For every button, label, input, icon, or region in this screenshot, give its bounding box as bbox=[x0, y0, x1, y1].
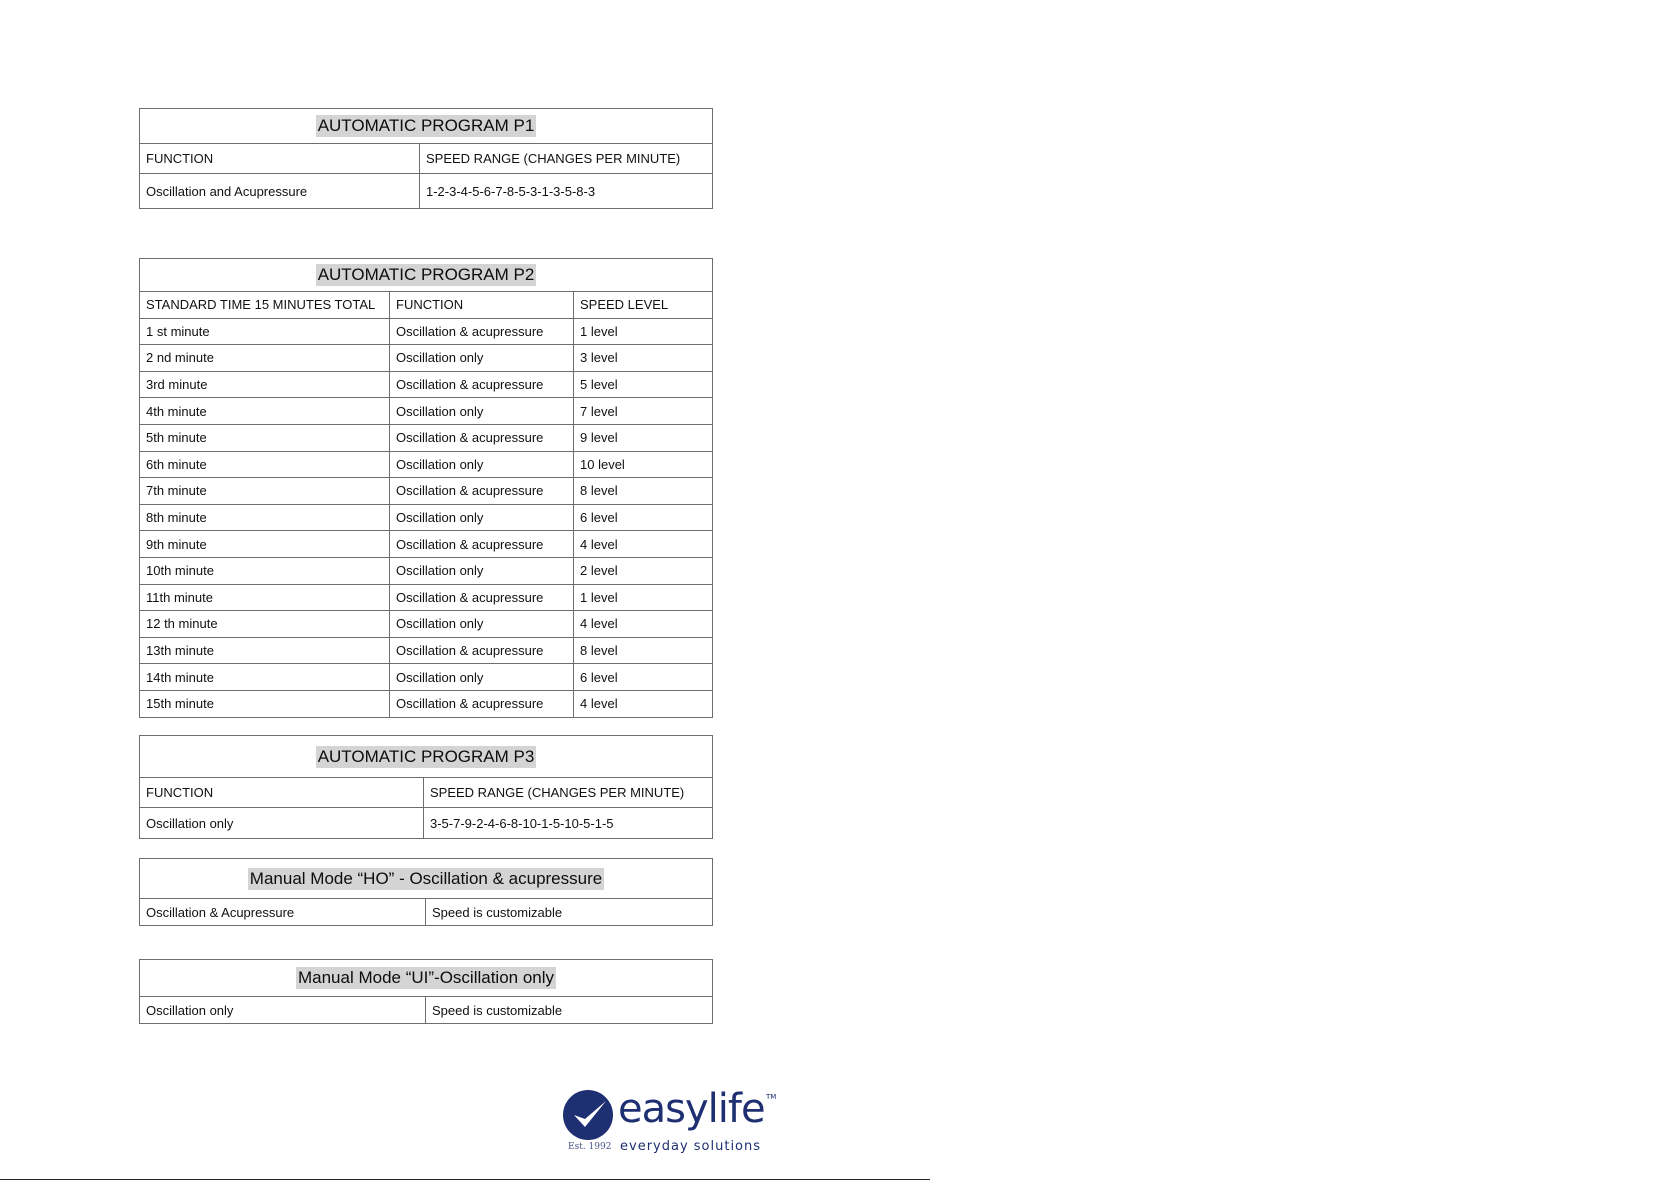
function-cell: Oscillation & acupressure bbox=[390, 637, 574, 664]
speed-range-cell: 3-5-7-9-2-4-6-8-10-1-5-10-5-1-5 bbox=[424, 808, 713, 839]
manual-mode-ho-table bbox=[139, 858, 713, 926]
speed-cell: Speed is customizable bbox=[426, 997, 713, 1024]
logo-tagline: everyday solutions bbox=[620, 1139, 762, 1154]
minute-cell: 12 th minute bbox=[140, 611, 390, 638]
function-cell: Oscillation & acupressure bbox=[390, 371, 574, 398]
function-cell: Oscillation only bbox=[390, 557, 574, 584]
program-p3-title: AUTOMATIC PROGRAM P3 bbox=[317, 746, 535, 766]
minute-cell: 11th minute bbox=[140, 584, 390, 611]
footer-divider bbox=[0, 1179, 930, 1180]
minute-cell: 2 nd minute bbox=[140, 345, 390, 372]
table-row bbox=[140, 371, 713, 398]
program-p2-table bbox=[139, 258, 713, 718]
column-header-function: FUNCTION bbox=[140, 778, 424, 808]
table-row bbox=[140, 899, 713, 926]
column-header-function: FUNCTION bbox=[140, 144, 420, 174]
function-cell: Oscillation & Acupressure bbox=[140, 899, 426, 926]
speed-level-cell: 8 level bbox=[574, 478, 713, 505]
speed-level-cell: 8 level bbox=[574, 637, 713, 664]
table-row bbox=[140, 637, 713, 664]
speed-level-cell: 6 level bbox=[574, 664, 713, 691]
function-cell: Oscillation & acupressure bbox=[390, 531, 574, 558]
speed-level-cell: 7 level bbox=[574, 398, 713, 425]
function-cell: Oscillation only bbox=[140, 997, 426, 1024]
table-row bbox=[140, 318, 713, 345]
speed-level-cell: 4 level bbox=[574, 611, 713, 638]
column-header-standard-time: STANDARD TIME 15 MINUTES TOTAL bbox=[140, 292, 390, 319]
speed-level-cell: 10 level bbox=[574, 451, 713, 478]
column-header-speed-range: SPEED RANGE (CHANGES PER MINUTE) bbox=[424, 778, 713, 808]
easylife-logo bbox=[562, 1086, 782, 1157]
speed-level-cell: 6 level bbox=[574, 504, 713, 531]
table-row bbox=[140, 531, 713, 558]
speed-range-cell: 1-2-3-4-5-6-7-8-5-3-1-3-5-8-3 bbox=[420, 174, 713, 209]
table-row bbox=[140, 504, 713, 531]
function-cell: Oscillation only bbox=[390, 345, 574, 372]
minute-cell: 9th minute bbox=[140, 531, 390, 558]
minute-cell: 7th minute bbox=[140, 478, 390, 505]
checkmark-circle-icon bbox=[562, 1089, 614, 1141]
table-row bbox=[140, 997, 713, 1024]
table-row bbox=[140, 611, 713, 638]
table-row bbox=[140, 451, 713, 478]
speed-level-cell: 4 level bbox=[574, 690, 713, 717]
speed-level-cell: 3 level bbox=[574, 345, 713, 372]
table-row bbox=[140, 345, 713, 372]
function-cell: Oscillation only bbox=[390, 611, 574, 638]
column-header-speed-level: SPEED LEVEL bbox=[574, 292, 713, 319]
minute-cell: 14th minute bbox=[140, 664, 390, 691]
logo-established: Est. 1992 bbox=[568, 1142, 612, 1152]
speed-level-cell: 2 level bbox=[574, 557, 713, 584]
column-header-function: FUNCTION bbox=[390, 292, 574, 319]
speed-level-cell: 4 level bbox=[574, 531, 713, 558]
minute-cell: 1 st minute bbox=[140, 318, 390, 345]
minute-cell: 15th minute bbox=[140, 690, 390, 717]
function-cell: Oscillation & acupressure bbox=[390, 318, 574, 345]
program-p2-title: AUTOMATIC PROGRAM P2 bbox=[317, 265, 535, 284]
speed-level-cell: 9 level bbox=[574, 424, 713, 451]
function-cell: Oscillation & acupressure bbox=[390, 478, 574, 505]
function-cell: Oscillation & acupressure bbox=[390, 690, 574, 717]
column-header-speed-range: SPEED RANGE (CHANGES PER MINUTE) bbox=[420, 144, 713, 174]
speed-level-cell: 1 level bbox=[574, 318, 713, 345]
speed-level-cell: 5 level bbox=[574, 371, 713, 398]
table-row bbox=[140, 664, 713, 691]
logo-wordmark: easylife bbox=[618, 1086, 765, 1132]
minute-cell: 5th minute bbox=[140, 424, 390, 451]
logo-trademark: TM bbox=[766, 1093, 777, 1101]
function-cell: Oscillation only bbox=[390, 504, 574, 531]
manual-mode-ui-title: Manual Mode “UI”-Oscillation only bbox=[297, 968, 555, 987]
minute-cell: 3rd minute bbox=[140, 371, 390, 398]
speed-level-cell: 1 level bbox=[574, 584, 713, 611]
speed-cell: Speed is customizable bbox=[426, 899, 713, 926]
minute-cell: 6th minute bbox=[140, 451, 390, 478]
function-cell: Oscillation only bbox=[390, 398, 574, 425]
function-cell: Oscillation & acupressure bbox=[390, 584, 574, 611]
function-cell: Oscillation & acupressure bbox=[390, 424, 574, 451]
minute-cell: 4th minute bbox=[140, 398, 390, 425]
table-row bbox=[140, 424, 713, 451]
table-row bbox=[140, 478, 713, 505]
minute-cell: 13th minute bbox=[140, 637, 390, 664]
minute-cell: 10th minute bbox=[140, 557, 390, 584]
table-row bbox=[140, 808, 713, 839]
table-row bbox=[140, 174, 713, 209]
manual-mode-ui-table bbox=[139, 959, 713, 1024]
function-cell: Oscillation only bbox=[390, 451, 574, 478]
program-p1-table bbox=[139, 108, 713, 209]
program-p3-table bbox=[139, 735, 713, 839]
table-row bbox=[140, 690, 713, 717]
manual-mode-ho-title: Manual Mode “HO” - Oscillation & acupressure bbox=[249, 868, 603, 888]
function-cell: Oscillation and Acupressure bbox=[140, 174, 420, 209]
table-row bbox=[140, 557, 713, 584]
table-row bbox=[140, 584, 713, 611]
minute-cell: 8th minute bbox=[140, 504, 390, 531]
program-p1-title: AUTOMATIC PROGRAM P1 bbox=[317, 116, 535, 135]
function-cell: Oscillation only bbox=[140, 808, 424, 839]
function-cell: Oscillation only bbox=[390, 664, 574, 691]
table-row bbox=[140, 398, 713, 425]
